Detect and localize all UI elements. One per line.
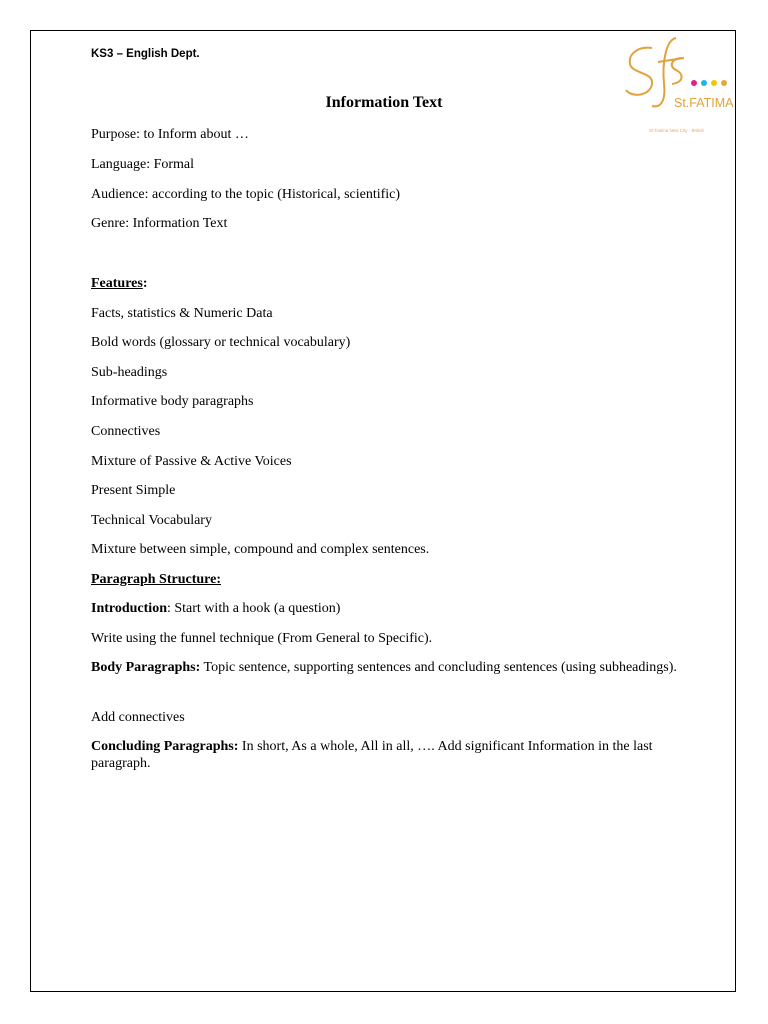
introduction-label: Introduction — [91, 601, 167, 616]
page-title: Information Text — [325, 94, 443, 111]
page-border — [30, 30, 736, 992]
paragraph-structure-heading: Paragraph Structure: — [91, 572, 221, 587]
body-paragraphs-line — [91, 659, 691, 676]
feature-item: Mixture of Passive & Active Voices — [91, 454, 292, 469]
body-paragraphs-text: Topic sentence, supporting sentences and concluding sentences (using subheadings). — [200, 660, 677, 675]
feature-item: Facts, statistics & Numeric Data — [91, 306, 273, 321]
logo-tagline: St Fatima New City - British — [649, 128, 705, 133]
features-heading-text: Features — [91, 276, 143, 291]
logo-dot — [701, 80, 707, 86]
feature-item: Sub-headings — [91, 365, 168, 380]
concluding-text: In short, As a whole, All in all, …. Add significant Information in the last paragraph. — [91, 739, 653, 771]
connectives-line: Add connectives — [91, 710, 185, 725]
body-paragraphs-label: Body Paragraphs: — [91, 660, 201, 675]
language-line: Language: Formal — [91, 157, 195, 172]
concluding-label: Concluding Paragraphs: — [91, 739, 239, 754]
feature-item: Present Simple — [91, 483, 176, 498]
concluding-paragraphs-line — [91, 738, 691, 772]
logo-school-name: St.FATIMA — [674, 96, 734, 110]
audience-line: Audience: according to the topic (Historical, scientific) — [91, 187, 401, 202]
feature-item: Informative body paragraphs — [91, 394, 254, 409]
introduction-line — [91, 600, 340, 617]
features-heading-colon: : — [142, 276, 148, 291]
logo-dot — [711, 80, 717, 86]
logo-dot — [721, 80, 727, 86]
genre-line: Genre: Information Text — [91, 216, 228, 231]
logo-dot — [691, 80, 697, 86]
feature-item: Technical Vocabulary — [91, 513, 212, 528]
purpose-line: Purpose: to Inform about … — [91, 127, 249, 142]
department-header: KS3 – English Dept. — [91, 48, 200, 60]
introduction-text: : Start with a hook (a question) — [166, 601, 341, 616]
school-logo — [622, 32, 740, 140]
funnel-line: Write using the funnel technique (From General to Specific). — [91, 631, 433, 646]
feature-item: Bold words (glossary or technical vocabulary) — [91, 335, 351, 350]
feature-item: Mixture between simple, compound and complex sentences. — [91, 542, 430, 557]
features-heading — [91, 275, 148, 292]
feature-item: Connectives — [91, 424, 161, 439]
